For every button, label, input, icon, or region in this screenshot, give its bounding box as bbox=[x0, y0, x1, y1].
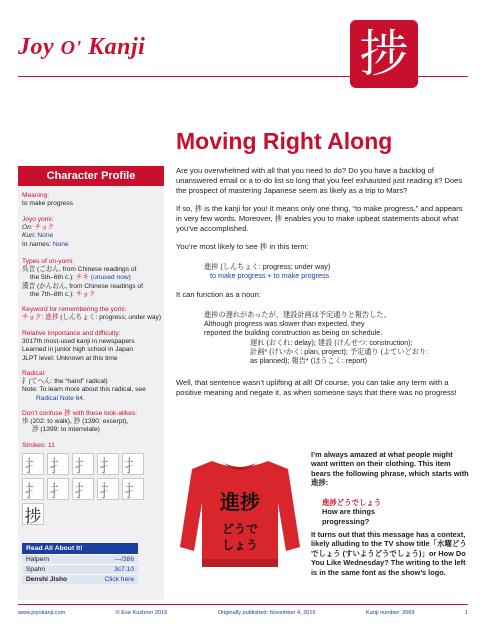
footer-copyright: © Eve Kushner 2016 bbox=[115, 610, 168, 616]
types-line: the 7th–8th c.): bbox=[30, 290, 74, 298]
importance-line: 3017th most-used kanji in newspapers bbox=[22, 338, 135, 346]
kanji-badge-glyph: 捗 bbox=[359, 25, 409, 83]
paragraph-uplifting: Well, that sentence wasn’t uplifting at all! Of course, you can take any term with a positive meaning and negate it, as when someone says that there was no progress! bbox=[176, 378, 457, 397]
joyo-yomi-section bbox=[22, 216, 162, 249]
example-gloss: as planned); 報告* (ほうこく: report) bbox=[250, 356, 368, 366]
read-all-about-it-box bbox=[22, 543, 138, 593]
svg-text:進捗: 進捗 bbox=[220, 490, 260, 514]
joyo-label: Joyo yomi: bbox=[22, 216, 54, 223]
paragraph-if-so: If so, 捗 is the kanji for you! It means only one thing, “to make progress,” and appears in very few words. Moreover, 捗 enables you to make upbeat statements about what you’ve accomplished. bbox=[176, 204, 463, 233]
sweatshirt-image bbox=[176, 447, 304, 577]
types-reading: チョク bbox=[75, 290, 96, 298]
strokes-label: Strokes: 11 bbox=[22, 442, 55, 449]
types-label: Types of on-yomi: bbox=[22, 258, 75, 265]
sidebar-heading: Character Profile bbox=[18, 166, 164, 186]
footer-rule bbox=[18, 604, 468, 605]
read-row-name: Halpern bbox=[26, 556, 50, 563]
types-note: (unused now) bbox=[90, 274, 131, 282]
footer-page-number: 1 bbox=[464, 610, 468, 616]
stroke-step: 扌 bbox=[47, 453, 69, 475]
names-label: In names: bbox=[22, 240, 51, 248]
radical-label: Radical: bbox=[22, 370, 46, 377]
phrase-japanese: 進捗どうでしょう bbox=[322, 498, 382, 507]
keyword-label: Keyword for remembering the yomi: bbox=[22, 306, 127, 313]
phrase-block bbox=[322, 498, 462, 526]
stroke-step: 扌 bbox=[22, 478, 44, 500]
tv-show-paragraph: It turns out that this message has a context, likely alluding to the TV show title「水曜どうでしょう (すいようどうでしょう)」or How Do You Like Wednesday? The writing to the left is in the same font as the show’s logo. bbox=[311, 530, 467, 577]
logo-joy: Joy bbox=[18, 34, 55, 60]
read-row-value: —/386 bbox=[114, 556, 134, 563]
footer bbox=[18, 610, 468, 616]
radical-line: Note: To learn more about this radical, see bbox=[22, 386, 146, 394]
site-logo bbox=[18, 34, 145, 61]
types-line: 漢音 (かんおん, from Chinese readings of bbox=[22, 282, 143, 290]
paragraph-term-intro: You’re most likely to see 捗 in this term: bbox=[176, 242, 309, 251]
stroke-step: 扌 bbox=[22, 453, 44, 475]
kun-value: None bbox=[37, 232, 54, 240]
lookalike-line: 渉 (1399: to interrelate) bbox=[32, 426, 100, 434]
on-value: チョク bbox=[34, 224, 55, 232]
footer-published: Originally published: November 4, 2016 bbox=[217, 610, 316, 616]
example-block bbox=[204, 310, 466, 365]
example-gloss: 計画* (けいかく: plan, project); 予定通り (よていどおり: bbox=[250, 346, 429, 356]
svg-text:しょう: しょう bbox=[221, 538, 259, 552]
importance-label: Relative importance and difficulty: bbox=[22, 330, 121, 337]
sweatshirt-photo bbox=[176, 447, 304, 577]
stroke-step: 扌 bbox=[97, 478, 119, 500]
types-line: the 5th–6th c.): bbox=[30, 274, 74, 282]
svg-text:どうで: どうで bbox=[221, 522, 259, 536]
stroke-step: 扌 bbox=[97, 453, 119, 475]
keyword-section bbox=[22, 306, 162, 322]
example-english: Although progress was slower than expected, they bbox=[204, 319, 365, 329]
stroke-step: 扌 bbox=[47, 478, 69, 500]
page-title: Moving Right Along bbox=[176, 128, 393, 154]
term-block bbox=[204, 262, 330, 280]
importance-line: Learned in junior high school in Japan bbox=[22, 346, 134, 354]
names-value: None bbox=[52, 240, 69, 248]
radical-line: 扌(てへん: the “hand” radical) bbox=[22, 378, 108, 386]
meaning-section bbox=[22, 192, 162, 208]
meaning-value: to make progress bbox=[22, 200, 73, 208]
kun-label: Kun: bbox=[22, 232, 36, 240]
phrase-english: progressing? bbox=[322, 516, 370, 526]
importance-line: JLPT level: Unknown at this time bbox=[22, 354, 118, 362]
on-label: On: bbox=[22, 224, 33, 232]
logo-kanji: Kanji bbox=[88, 34, 146, 60]
read-row-value: 3c7.10 bbox=[114, 566, 134, 573]
read-row-name: Spahn bbox=[26, 566, 46, 573]
term-breakdown: to make progress + to make progress bbox=[210, 271, 330, 281]
kanji-badge bbox=[350, 20, 418, 88]
read-row bbox=[22, 554, 138, 564]
read-row-name: Denshi Jisho bbox=[26, 576, 68, 583]
example-english: reported the building construction as being on schedule. bbox=[204, 328, 383, 338]
footer-site-link[interactable]: www.joyokanji.com bbox=[18, 610, 66, 616]
lookalike-section bbox=[22, 410, 162, 435]
stroke-step: 捗 bbox=[22, 503, 44, 525]
stroke-step: 扌 bbox=[122, 478, 144, 500]
keyword-term: チョク: 進捗 bbox=[22, 314, 59, 322]
radical-note-link[interactable]: Radical Note 64. bbox=[36, 394, 85, 402]
stroke-order-grid bbox=[22, 453, 162, 525]
importance-section bbox=[22, 330, 162, 363]
paragraph-noun: It can function as a noun: bbox=[176, 290, 261, 299]
types-section bbox=[22, 258, 162, 299]
read-heading: Read All About It! bbox=[22, 543, 138, 554]
strokes-section bbox=[22, 442, 162, 450]
types-line: 呉音 (ごおん, from Chinese readings of bbox=[22, 266, 137, 274]
types-reading: チキ bbox=[75, 274, 90, 282]
stroke-step: 扌 bbox=[72, 453, 94, 475]
read-row bbox=[22, 564, 138, 574]
denshi-jisho-link[interactable]: Click here bbox=[104, 576, 134, 583]
stroke-step: 扌 bbox=[72, 478, 94, 500]
term-line: 進捗 (しんちょく: progress; under way) bbox=[204, 262, 331, 271]
read-row bbox=[22, 574, 138, 584]
phrase-english: How are things bbox=[322, 507, 375, 517]
logo-o: O' bbox=[60, 37, 82, 59]
footer-kanji-number: Kanji number: 2069 bbox=[366, 610, 415, 616]
meaning-label: Meaning: bbox=[22, 192, 50, 199]
example-japanese: 進捗の遅れがあったが、建設計画は予定通りと報告した。 bbox=[204, 310, 391, 319]
radical-section bbox=[22, 370, 162, 403]
paragraph-intro: Are you overwhelmed with all that you need to do? Do you have a backlog of unanswered email or a to-do list so long that you feel exhausted just reading it? Does the prospect of mastering Japanese seem as likely as a trip to Mars? bbox=[176, 166, 463, 195]
lookalike-line: 歩 (202: to walk), 抄 (1390: excerpt), bbox=[22, 418, 129, 426]
sweatshirt-caption: I’m always amazed at what people might want written on their clothing. This item bears the following phrase, which starts with 進捗: bbox=[311, 450, 469, 488]
lookalike-label: Don’t confuse 捗 with these look-alikes: bbox=[22, 410, 138, 417]
example-gloss: 遅れ (おくれ: delay); 建設 (けんせつ: construction); bbox=[250, 337, 413, 347]
keyword-gloss: (しんちょく: progress; under way) bbox=[60, 314, 162, 322]
stroke-step: 扌 bbox=[122, 453, 144, 475]
